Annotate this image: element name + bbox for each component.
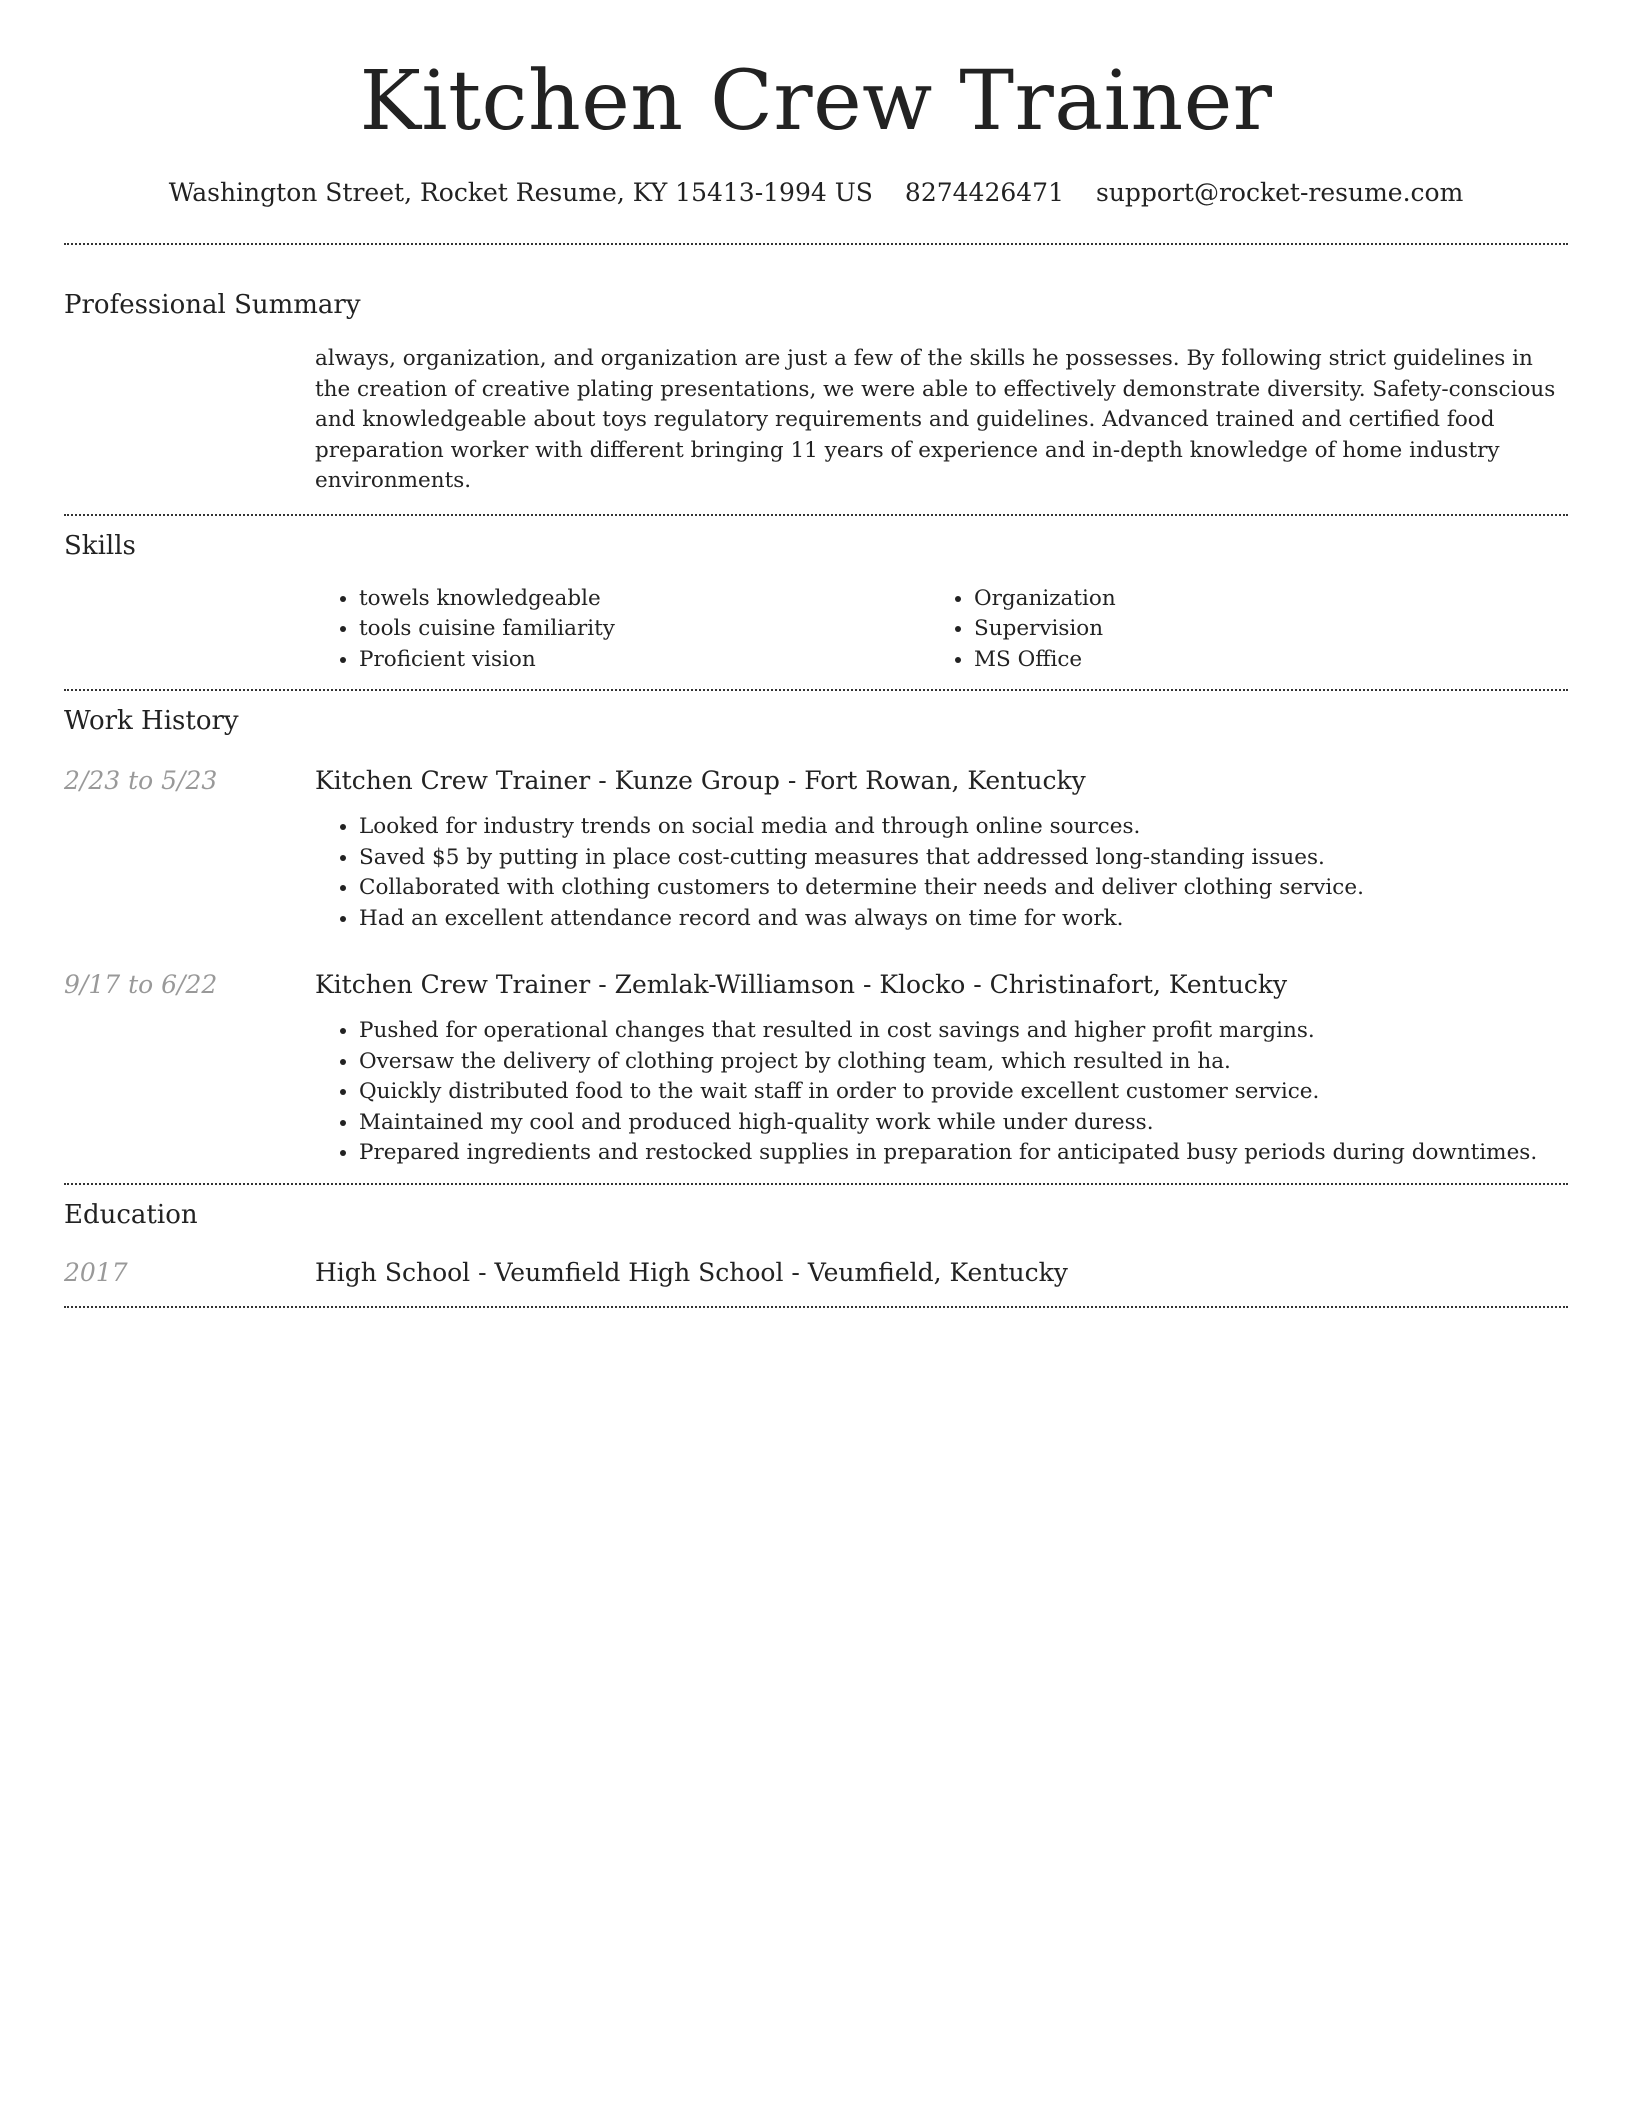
education-heading-line: [315, 1256, 1568, 1290]
job-body: [315, 968, 1568, 1169]
contact-phone: 8274426471: [904, 178, 1064, 207]
job-bullet: • Oversaw the delivery of clothing project by clothing team, which resulted in ha.: [359, 1047, 1568, 1078]
job-position: Kitchen Crew Trainer: [315, 766, 591, 795]
summary-text: always, organization, and organization are just a few of the skills he possesses. By following strict guidelines in the creation of creative plating presentations, we were able to effectively demonstrate diversity. Safety-conscious and knowledgeable about toys regulatory requirements and guidelines. Advanced trained and certified food preparation worker with different bringing 11 years of experience and in-depth knowledge of home industry environments.: [315, 346, 1556, 493]
summary-divider: [64, 514, 1568, 516]
job-entry: [64, 968, 1568, 1183]
skills-list-left: [315, 584, 930, 676]
job-bullet: • Pushed for operational changes that resulted in cost savings and higher profit margins.: [359, 1016, 1568, 1047]
job-bullet: • Maintained my cool and produced high-quality work while under duress.: [359, 1108, 1568, 1139]
skill-item: • tools cuisine familiarity: [359, 614, 930, 645]
education-date: 2017: [64, 1257, 128, 1287]
skill-item: • Supervision: [974, 614, 1568, 645]
job-bullets: [315, 812, 1568, 934]
summary-section: [64, 288, 1568, 514]
education-divider: [64, 1306, 1568, 1308]
skills-grid: [315, 584, 1568, 690]
education-section: [64, 1198, 1568, 1306]
contact-line: [64, 176, 1568, 210]
job-details: - Zemlak-Williamson - Klocko - Christinafort, Kentucky: [590, 970, 1288, 999]
contact-address: Washington Street, Rocket Resume, KY 15413-1994 US: [168, 178, 873, 207]
job-details: - Kunze Group - Fort Rowan, Kentucky: [590, 766, 1086, 795]
job-bullet: • Had an excellent attendance record and was always on time for work.: [359, 904, 1568, 935]
header-divider: [64, 243, 1568, 245]
skills-section: [64, 529, 1568, 690]
work-section: [64, 704, 1568, 1183]
job-heading: [315, 968, 1568, 1002]
job-bullet: • Prepared ingredients and restocked supplies in preparation for anticipated busy periods during downtimes.: [359, 1138, 1568, 1169]
skills-list-right: [930, 584, 1568, 676]
job-bullet: • Collaborated with clothing customers to determine their needs and deliver clothing service.: [359, 873, 1568, 904]
education-heading: Education: [64, 1199, 198, 1230]
job-position: Kitchen Crew Trainer: [315, 970, 591, 999]
work-heading: Work History: [64, 706, 239, 736]
skill-item: • Organization: [974, 584, 1568, 615]
job-bullets: [315, 1016, 1568, 1169]
education-details: - Veumfield High School - Veumfield, Kentucky: [470, 1257, 1068, 1287]
work-divider: [64, 1183, 1568, 1185]
skill-item: • MS Office: [974, 645, 1568, 676]
skill-item: • Proficient vision: [359, 645, 930, 676]
contact-email: support@rocket-resume.com: [1095, 178, 1464, 207]
skill-item: • towels knowledgeable: [359, 584, 930, 615]
summary-heading: Professional Summary: [64, 290, 361, 320]
job-bullet: • Quickly distributed food to the wait staff in order to provide excellent customer service.: [359, 1077, 1568, 1108]
job-heading: [315, 764, 1568, 798]
skills-divider: [64, 689, 1568, 691]
skills-heading: Skills: [64, 530, 136, 561]
job-entry: [64, 764, 1568, 934]
job-bullet: • Saved $5 by putting in place cost-cutting measures that addressed long-standing issues.: [359, 843, 1568, 874]
education-degree: High School: [315, 1257, 471, 1287]
job-date: 2/23 to 5/23: [64, 766, 218, 795]
job-body: [315, 764, 1568, 934]
job-date: 9/17 to 6/22: [64, 970, 218, 999]
candidate-name: Kitchen Crew Trainer: [359, 54, 1273, 149]
education-entry: [64, 1256, 1568, 1306]
job-bullet: • Looked for industry trends on social media and through online sources.: [359, 812, 1568, 843]
